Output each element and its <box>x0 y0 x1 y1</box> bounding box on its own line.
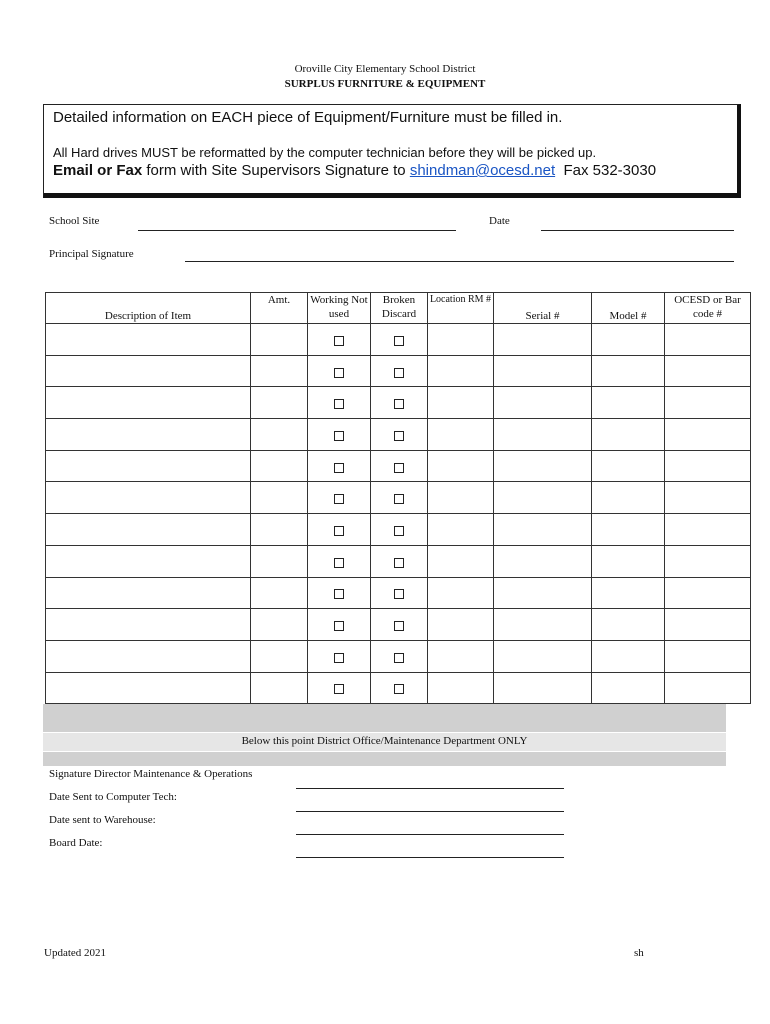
serial-cell[interactable] <box>494 482 592 514</box>
description-cell[interactable] <box>46 577 251 609</box>
serial-cell[interactable] <box>494 450 592 482</box>
director-signature-label: Signature Director Maintenance & Operations <box>49 768 253 780</box>
working-checkbox[interactable] <box>334 368 344 378</box>
board-date-label: Board Date: <box>49 837 103 849</box>
location-cell[interactable] <box>428 609 494 641</box>
location-cell[interactable] <box>428 482 494 514</box>
col-amt: Amt. <box>251 293 308 324</box>
amt-cell[interactable] <box>251 514 308 546</box>
working-checkbox[interactable] <box>334 589 344 599</box>
computer-tech-date-label: Date Sent to Computer Tech: <box>49 791 177 803</box>
broken-cell[interactable] <box>371 640 428 672</box>
col-barcode: OCESD or Bar code # <box>665 293 751 324</box>
barcode-cell[interactable] <box>665 577 751 609</box>
district-name: Oroville City Elementary School District <box>294 63 476 75</box>
working-checkbox[interactable] <box>334 684 344 694</box>
amt-cell[interactable] <box>251 419 308 451</box>
barcode-cell[interactable] <box>665 640 751 672</box>
col-broken <box>371 293 428 324</box>
broken-cell[interactable] <box>371 482 428 514</box>
broken-cell[interactable] <box>371 514 428 546</box>
barcode-cell[interactable] <box>665 355 751 387</box>
broken-checkbox[interactable] <box>394 431 404 441</box>
broken-cell[interactable] <box>371 672 428 704</box>
broken-checkbox[interactable] <box>394 368 404 378</box>
instruction-line-2: All Hard drives MUST be reformatted by the computer technician before they will be picked up. <box>53 145 597 160</box>
working-cell[interactable] <box>308 419 371 451</box>
working-cell[interactable] <box>308 577 371 609</box>
location-cell[interactable] <box>428 387 494 419</box>
working-cell[interactable] <box>308 450 371 482</box>
amt-cell[interactable] <box>251 355 308 387</box>
serial-cell[interactable] <box>494 355 592 387</box>
model-cell[interactable] <box>592 355 665 387</box>
computer-tech-date-field[interactable] <box>296 811 564 812</box>
principal-signature-label: Principal Signature <box>49 248 134 260</box>
working-cell[interactable] <box>308 545 371 577</box>
location-cell[interactable] <box>428 577 494 609</box>
amt-cell[interactable] <box>251 450 308 482</box>
broken-checkbox[interactable] <box>394 653 404 663</box>
serial-cell[interactable] <box>494 545 592 577</box>
location-cell[interactable] <box>428 450 494 482</box>
director-signature-field[interactable] <box>296 788 564 789</box>
working-checkbox[interactable] <box>334 621 344 631</box>
location-cell[interactable] <box>428 640 494 672</box>
amt-cell[interactable] <box>251 387 308 419</box>
serial-cell[interactable] <box>494 514 592 546</box>
school-site-label: School Site <box>49 215 100 227</box>
serial-cell[interactable] <box>494 324 592 356</box>
model-cell[interactable] <box>592 672 665 704</box>
barcode-cell[interactable] <box>665 450 751 482</box>
table-row <box>46 609 751 641</box>
broken-checkbox[interactable] <box>394 684 404 694</box>
col-description: Description of Item <box>46 293 251 324</box>
description-cell[interactable] <box>46 450 251 482</box>
model-cell[interactable] <box>592 482 665 514</box>
broken-cell[interactable] <box>371 324 428 356</box>
amt-cell[interactable] <box>251 324 308 356</box>
broken-checkbox[interactable] <box>394 621 404 631</box>
amt-cell[interactable] <box>251 545 308 577</box>
table-header-row <box>46 293 751 324</box>
working-checkbox[interactable] <box>334 431 344 441</box>
description-cell[interactable] <box>46 514 251 546</box>
instruction-line-3-text: form with Site Supervisors Signature to <box>142 162 410 179</box>
working-cell[interactable] <box>308 640 371 672</box>
instruction-line-1: Detailed information on EACH piece of Equipment/Furniture must be filled in. <box>53 109 563 126</box>
table-row <box>46 672 751 704</box>
working-cell[interactable] <box>308 482 371 514</box>
location-cell[interactable] <box>428 324 494 356</box>
model-cell[interactable] <box>592 640 665 672</box>
barcode-cell[interactable] <box>665 324 751 356</box>
amt-cell[interactable] <box>251 672 308 704</box>
model-cell[interactable] <box>592 514 665 546</box>
working-checkbox[interactable] <box>334 463 344 473</box>
serial-cell[interactable] <box>494 419 592 451</box>
serial-cell[interactable] <box>494 387 592 419</box>
working-cell[interactable] <box>308 387 371 419</box>
description-cell[interactable] <box>46 482 251 514</box>
barcode-cell[interactable] <box>665 482 751 514</box>
table-row <box>46 514 751 546</box>
table-row <box>46 419 751 451</box>
instruction-line-3 <box>53 162 656 179</box>
broken-cell[interactable] <box>371 545 428 577</box>
table-row <box>46 387 751 419</box>
description-cell[interactable] <box>46 545 251 577</box>
table-row <box>46 577 751 609</box>
model-cell[interactable] <box>592 387 665 419</box>
table-row <box>46 324 751 356</box>
col-broken-label: Broken Discard <box>381 294 417 320</box>
model-cell[interactable] <box>592 609 665 641</box>
description-cell[interactable] <box>46 419 251 451</box>
barcode-cell[interactable] <box>665 545 751 577</box>
working-checkbox[interactable] <box>334 653 344 663</box>
working-cell[interactable] <box>308 514 371 546</box>
location-cell[interactable] <box>428 419 494 451</box>
serial-cell[interactable] <box>494 672 592 704</box>
broken-checkbox[interactable] <box>394 463 404 473</box>
table-row <box>46 545 751 577</box>
broken-cell[interactable] <box>371 355 428 387</box>
description-cell[interactable] <box>46 672 251 704</box>
warehouse-date-field[interactable] <box>296 834 564 835</box>
amt-cell[interactable] <box>251 609 308 641</box>
broken-cell[interactable] <box>371 450 428 482</box>
amt-cell[interactable] <box>251 640 308 672</box>
description-cell[interactable] <box>46 609 251 641</box>
broken-cell[interactable] <box>371 387 428 419</box>
location-cell[interactable] <box>428 545 494 577</box>
location-cell[interactable] <box>428 514 494 546</box>
description-cell[interactable] <box>46 355 251 387</box>
broken-cell[interactable] <box>371 577 428 609</box>
location-cell[interactable] <box>428 355 494 387</box>
working-checkbox[interactable] <box>334 494 344 504</box>
table-row <box>46 640 751 672</box>
warehouse-date-label: Date sent to Warehouse: <box>49 814 156 826</box>
location-cell[interactable] <box>428 672 494 704</box>
broken-checkbox[interactable] <box>394 494 404 504</box>
working-checkbox[interactable] <box>334 526 344 536</box>
model-cell[interactable] <box>592 324 665 356</box>
col-location: Location RM # <box>428 293 494 324</box>
date-label: Date <box>489 215 510 227</box>
table-row <box>46 482 751 514</box>
barcode-cell[interactable] <box>665 609 751 641</box>
barcode-cell[interactable] <box>665 514 751 546</box>
author-initials: sh <box>634 947 644 959</box>
working-cell[interactable] <box>308 324 371 356</box>
barcode-cell[interactable] <box>665 419 751 451</box>
working-checkbox[interactable] <box>334 336 344 346</box>
principal-signature-field[interactable] <box>185 261 734 262</box>
model-cell[interactable] <box>592 450 665 482</box>
model-cell[interactable] <box>592 545 665 577</box>
broken-cell[interactable] <box>371 609 428 641</box>
model-cell[interactable] <box>592 419 665 451</box>
form-title: SURPLUS FURNITURE & EQUIPMENT <box>284 78 486 90</box>
serial-cell[interactable] <box>494 609 592 641</box>
broken-checkbox[interactable] <box>394 558 404 568</box>
office-only-band <box>43 704 726 766</box>
broken-checkbox[interactable] <box>394 399 404 409</box>
broken-checkbox[interactable] <box>394 336 404 346</box>
description-cell[interactable] <box>46 640 251 672</box>
updated-note: Updated 2021 <box>44 947 107 959</box>
barcode-cell[interactable] <box>665 672 751 704</box>
date-field[interactable] <box>541 230 734 231</box>
instructions-box <box>43 104 741 198</box>
office-only-banner: Below this point District Office/Maintenance Department ONLY <box>241 735 528 747</box>
col-working <box>308 293 371 324</box>
board-date-field[interactable] <box>296 857 564 858</box>
email-or-fax-label: Email or Fax <box>53 162 143 179</box>
amt-cell[interactable] <box>251 577 308 609</box>
amt-cell[interactable] <box>251 482 308 514</box>
description-cell[interactable] <box>46 324 251 356</box>
model-cell[interactable] <box>592 577 665 609</box>
working-cell[interactable] <box>308 355 371 387</box>
broken-checkbox[interactable] <box>394 589 404 599</box>
school-site-field[interactable] <box>138 230 456 231</box>
working-cell[interactable] <box>308 672 371 704</box>
working-checkbox[interactable] <box>334 399 344 409</box>
col-serial: Serial # <box>494 293 592 324</box>
description-cell[interactable] <box>46 387 251 419</box>
table-row <box>46 355 751 387</box>
col-model: Model # <box>592 293 665 324</box>
serial-cell[interactable] <box>494 640 592 672</box>
broken-checkbox[interactable] <box>394 526 404 536</box>
serial-cell[interactable] <box>494 577 592 609</box>
fax-number: Fax 532-3030 <box>563 162 657 179</box>
working-cell[interactable] <box>308 609 371 641</box>
email-link[interactable]: shindman@ocesd.net <box>409 162 556 179</box>
broken-cell[interactable] <box>371 419 428 451</box>
working-checkbox[interactable] <box>334 558 344 568</box>
table-row <box>46 450 751 482</box>
barcode-cell[interactable] <box>665 387 751 419</box>
col-working-label: Working Not used <box>310 294 368 320</box>
items-table <box>45 292 751 704</box>
